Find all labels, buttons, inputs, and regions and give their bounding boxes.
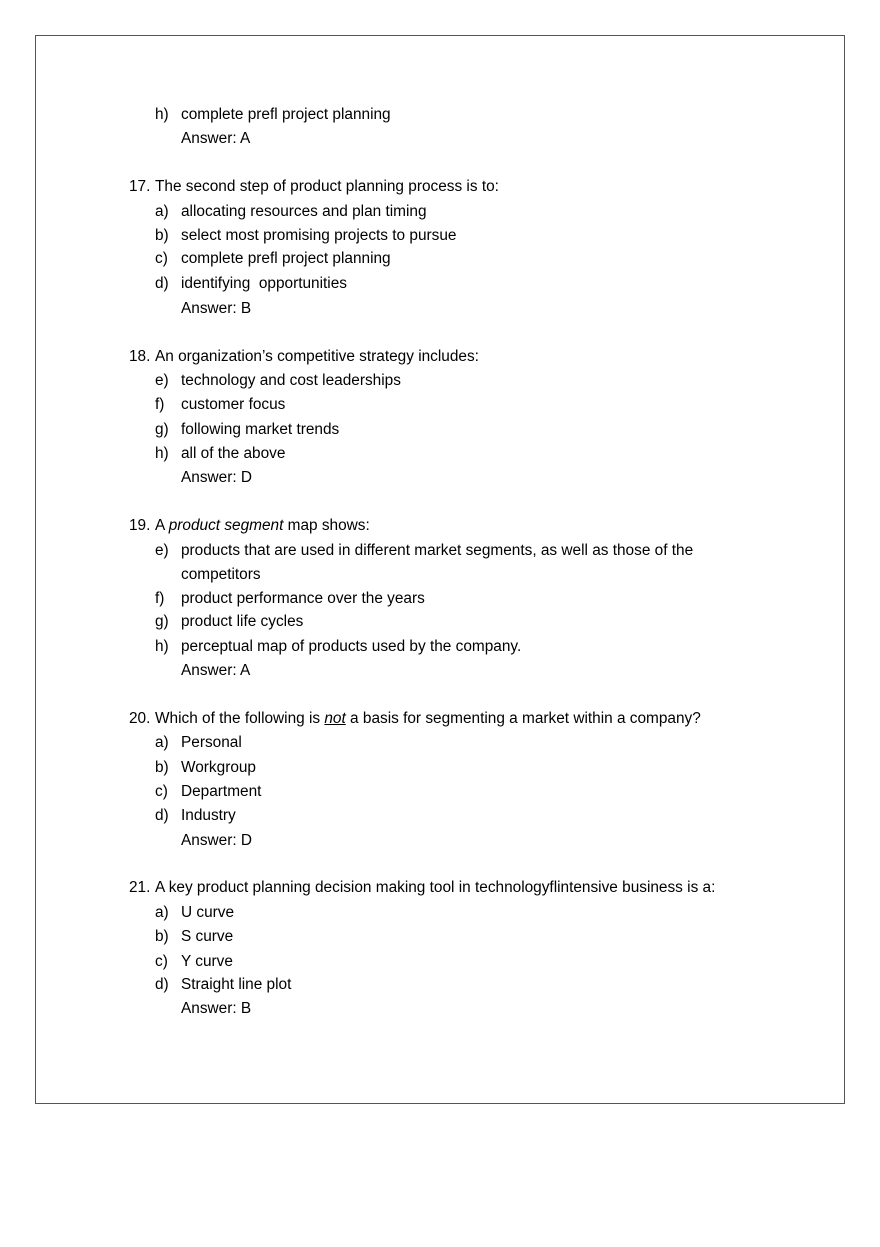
question-text: A key product planning decision making tool in technologyflintensive business is a: <box>155 879 716 896</box>
option-letter: c) <box>155 250 168 267</box>
question-text-emphasis: not <box>324 710 346 727</box>
option-text: product life cycles <box>181 613 304 630</box>
question-text-suffix: map shows: <box>283 517 370 534</box>
option-text: Y curve <box>181 953 233 970</box>
option-text: following market trends <box>181 421 340 438</box>
option-text: identifying opportunities <box>181 275 347 292</box>
option-letter: b) <box>155 928 169 945</box>
answer-text: Answer: D <box>181 469 252 486</box>
option-letter: d) <box>155 275 169 292</box>
option-text: Straight line plot <box>181 976 292 993</box>
option-text: Industry <box>181 807 236 824</box>
option-letter: c) <box>155 783 168 800</box>
question-text-emphasis: product segment <box>168 517 284 534</box>
option-text: S curve <box>181 928 234 945</box>
option-letter: a) <box>155 904 169 921</box>
option-text: customer focus <box>181 396 286 413</box>
question-number: 17. <box>129 178 151 195</box>
option-text: perceptual map of products used by the company. <box>181 638 522 655</box>
option-text: Workgroup <box>181 759 256 776</box>
option-letter: g) <box>155 613 169 630</box>
question-text-prefix: Which of the following is <box>155 710 325 727</box>
option-letter: b) <box>155 759 169 776</box>
option-letter: h) <box>155 445 169 462</box>
question-text <box>155 707 701 731</box>
question-text: An organization’s competitive strategy includes: <box>155 348 479 365</box>
question-number: 20. <box>129 710 151 727</box>
option-letter: e) <box>155 542 169 559</box>
answer-text: Answer: B <box>181 1000 252 1017</box>
option-text: products that are used in different market segments, as well as those of the <box>181 542 694 559</box>
option-letter: h) <box>155 638 169 655</box>
question-text-prefix: A <box>155 517 169 534</box>
option-letter: d) <box>155 976 169 993</box>
option-letter: e) <box>155 372 169 389</box>
question-text-suffix: a basis for segmenting a market within a company? <box>345 710 701 727</box>
question-text: The second step of product planning process is to: <box>155 178 499 195</box>
option-text: U curve <box>181 904 235 921</box>
answer-text: Answer: B <box>181 300 252 317</box>
option-letter: g) <box>155 421 169 438</box>
option-letter: a) <box>155 203 169 220</box>
option-text: technology and cost leaderships <box>181 372 401 389</box>
option-text: allocating resources and plan timing <box>181 203 427 220</box>
option-text: product performance over the years <box>181 590 425 607</box>
option-text: Department <box>181 783 262 800</box>
option-text: complete prefl project planning <box>181 106 391 123</box>
option-text: all of the above <box>181 445 286 462</box>
option-letter: f) <box>155 396 165 413</box>
answer-text: Answer: D <box>181 832 252 849</box>
option-letter: c) <box>155 953 168 970</box>
option-letter: d) <box>155 807 169 824</box>
option-text: complete prefl project planning <box>181 250 391 267</box>
option-letter: a) <box>155 734 169 751</box>
option-letter: b) <box>155 227 169 244</box>
question-number: 19. <box>129 517 151 534</box>
option-text: competitors <box>181 566 261 583</box>
option-letter: h) <box>155 106 169 123</box>
option-letter: f) <box>155 590 165 607</box>
option-text: Personal <box>181 734 242 751</box>
answer-text: Answer: A <box>181 662 251 679</box>
answer-text: Answer: A <box>181 130 251 147</box>
option-text: select most promising projects to pursue <box>181 227 457 244</box>
question-text <box>155 514 370 538</box>
question-number: 21. <box>129 879 151 896</box>
question-number: 18. <box>129 348 151 365</box>
